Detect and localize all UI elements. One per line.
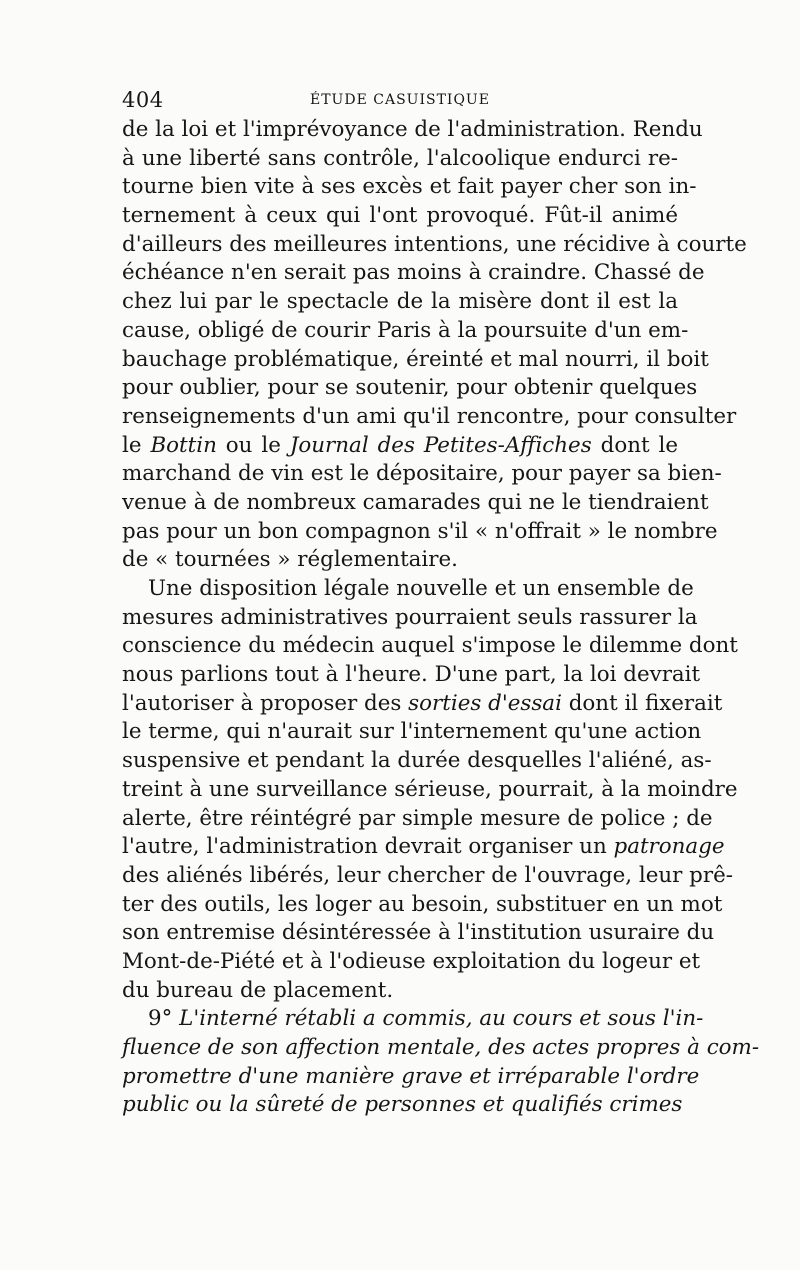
- text-line: [122, 432, 678, 461]
- text-line: [122, 690, 723, 719]
- text-line: pas pour un bon compagnon s'il « n'offrait » le nombre: [122, 518, 718, 544]
- text-line: ternement à ceux qui l'ont provoqué. Fût-il animé: [122, 203, 678, 229]
- page-number: 404: [122, 88, 164, 112]
- text-line: à une liberté sans contrôle, l'alcoolique endurci re-: [122, 145, 678, 171]
- italic-text: promettre d'une manière grave et irréparable l'ordre: [122, 1063, 700, 1089]
- text-line: mesures administratives pourraient seuls rassurer la: [122, 604, 698, 630]
- italic-text: fluence de son affection mentale, des actes propres à com-: [122, 1035, 760, 1060]
- text-line: le terme, qui n'aurait sur l'internement qu'une action: [122, 719, 702, 745]
- text-line: Mont-de-Piété et à l'odieuse exploitation du logeur et: [122, 948, 701, 974]
- text-line: pour oublier, pour se soutenir, pour obtenir quelques: [122, 375, 698, 401]
- text-line: chez lui par le spectacle de la misère dont il est la: [122, 289, 678, 315]
- text-line: son entremise désintéressée à l'institution usuraire du: [122, 920, 715, 946]
- italic-text: patronage: [613, 834, 725, 860]
- text-line: des aliénés libérés, leur chercher de l'ouvrage, leur prê-: [122, 862, 733, 888]
- text-line: échéance n'en serait pas moins à craindre. Chassé de: [122, 260, 705, 286]
- text-segment: 9°: [148, 1006, 180, 1032]
- text-line: [122, 1005, 704, 1034]
- text-segment: l'autoriser à proposer des: [122, 690, 409, 716]
- text-line: du bureau de placement.: [122, 977, 394, 1003]
- text-line: d'ailleurs des meilleures intentions, une récidive à courte: [122, 231, 747, 257]
- text-line: [122, 1063, 700, 1092]
- text-line: [122, 1091, 683, 1120]
- italic-text: Journal des Petites-Affiches: [289, 432, 592, 458]
- italic-text: L'interné rétabli a commis, au cours et sous l'in-: [179, 1006, 704, 1032]
- text-segment: l'autre, l'administration devrait organiser un: [122, 834, 614, 860]
- text-line: Une disposition légale nouvelle et un ensemble de: [148, 576, 694, 601]
- text-line: bauchage problématique, éreinté et mal nourri, il boit: [122, 346, 709, 372]
- text-line: venue à de nombreux camarades qui ne le tiendraient: [122, 489, 709, 515]
- text-line: marchand de vin est le dépositaire, pour payer sa bien-: [122, 461, 722, 487]
- page-header: [122, 88, 678, 112]
- italic-text: public ou la sûreté de personnes et qualifiés crimes: [122, 1092, 683, 1118]
- text-line: de la loi et l'imprévoyance de l'administration. Rendu: [122, 117, 703, 142]
- italic-text: Bottin: [150, 432, 217, 458]
- text-line: de « tournées » réglementaire.: [122, 547, 458, 573]
- text-segment: le: [122, 432, 151, 458]
- text-line: renseignements d'un ami qu'il rencontre, pour consulter: [122, 403, 737, 429]
- text-line: tourne bien vite à ses excès et fait payer cher son in-: [122, 174, 697, 200]
- text-line: [122, 1034, 760, 1063]
- body-text: [122, 116, 760, 1120]
- text-line: cause, obligé de courir Paris à la poursuite d'un em-: [122, 317, 689, 343]
- text-line: treint à une surveillance sérieuse, pourrait, à la moindre: [122, 776, 738, 802]
- text-line: suspensive et pendant la durée desquelles l'aliéné, as-: [122, 748, 712, 774]
- text-segment: dont le: [591, 432, 678, 458]
- text-line: alerte, être réintégré par simple mesure de police ; de: [122, 805, 713, 831]
- text-line: [122, 833, 725, 862]
- text-line: ter des outils, les loger au besoin, substituer en un mot: [122, 891, 723, 917]
- running-title: ÉTUDE CASUISTIQUE: [310, 92, 490, 108]
- italic-text: sorties d'essai: [408, 690, 562, 716]
- text-segment: ou le: [216, 432, 290, 458]
- text-segment: dont il fixerait: [561, 690, 723, 716]
- text-line: nous parlions tout à l'heure. D'une part, la loi devrait: [122, 662, 701, 688]
- text-line: conscience du médecin auquel s'impose le dilemme dont: [122, 633, 738, 659]
